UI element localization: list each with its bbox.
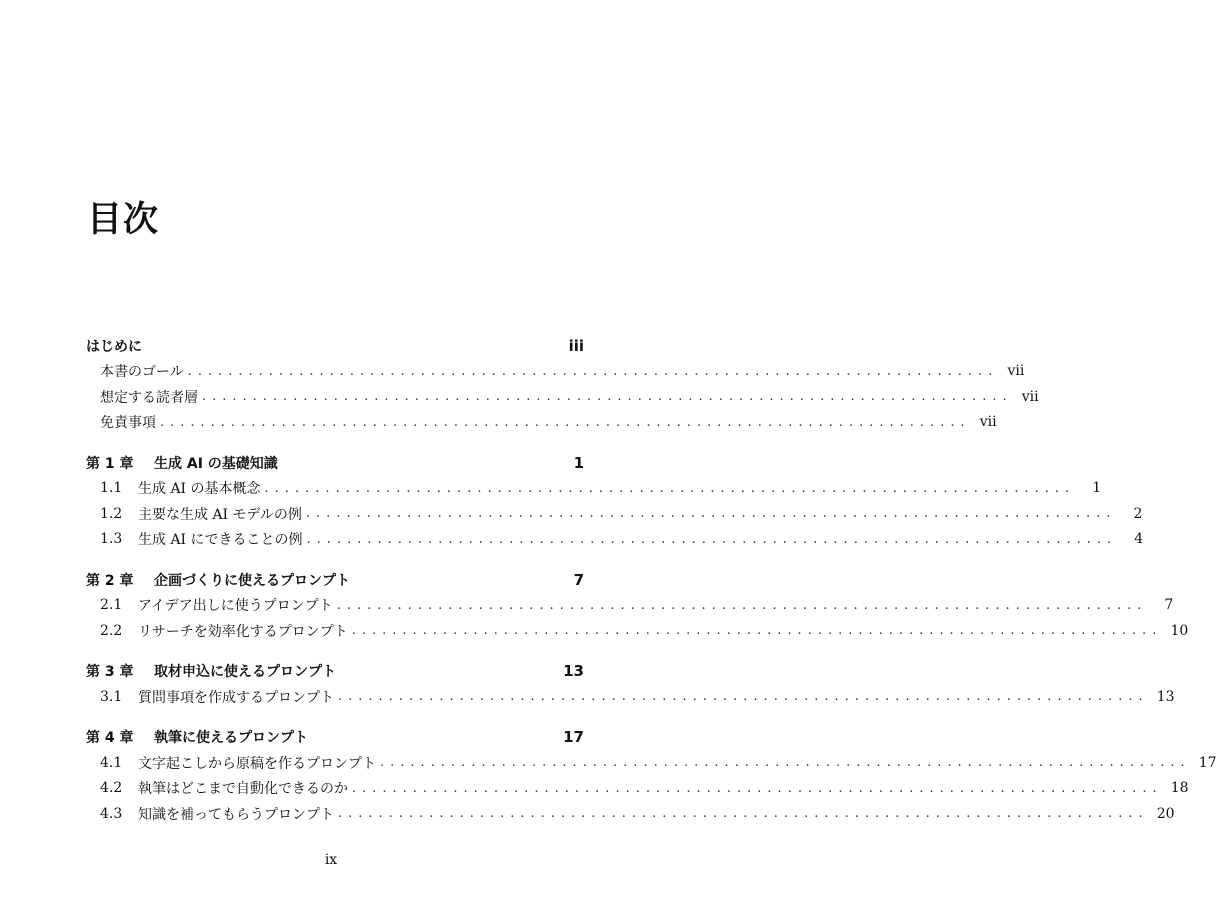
toc-page: vii — [979, 414, 997, 431]
toc-page: vii — [1007, 363, 1025, 380]
toc-label: 免責事項 — [100, 415, 156, 432]
toc-label: アイデア出しに使うプロンプト — [138, 598, 333, 615]
toc-label: 文字起こしから原稿を作るプロンプト — [138, 755, 376, 772]
toc-section-number: 3.1 — [100, 688, 123, 705]
toc-section-number: 4.3 — [100, 805, 123, 822]
toc-entry-row[interactable] — [86, 593, 1174, 619]
toc-chapter-number: 第 1 章 — [86, 455, 134, 472]
toc-label: 生成 AI の基本概念 — [138, 481, 261, 498]
toc-page: 10 — [1170, 622, 1189, 639]
toc-page: 13 — [563, 662, 584, 681]
dot-leader: ................................................................................ — [264, 480, 1076, 496]
page-number: ix — [324, 852, 338, 868]
toc-section-number: 1.3 — [100, 531, 123, 548]
toc-section-number: 2.2 — [100, 622, 123, 639]
toc-entry-row[interactable] — [86, 750, 1217, 776]
toc-page: 4 — [1134, 531, 1144, 548]
page-title: 目次 — [87, 200, 160, 240]
toc-page: 17 — [1198, 754, 1217, 771]
dot-leader: ................................................................................ — [336, 597, 1148, 613]
toc-section-number: 4.2 — [100, 780, 123, 797]
dot-leader: ................................................................................ — [380, 755, 1191, 771]
toc-chapter-row[interactable] — [86, 725, 584, 751]
table-of-contents — [86, 333, 1217, 827]
dot-leader: ................................................................................ — [338, 689, 1149, 705]
dot-leader: ................................................................................ — [352, 780, 1163, 796]
toc-label: 主要な生成 AI モデルの例 — [138, 506, 302, 523]
toc-chapter-number: 第 3 章 — [86, 664, 134, 681]
toc-entry-row[interactable] — [86, 501, 1143, 527]
toc-section-number: 4.1 — [100, 754, 123, 771]
toc-label: 想定する読者層 — [100, 389, 198, 406]
dot-leader: ................................................................................ — [160, 414, 971, 430]
toc-label: リサーチを効率化するプロンプト — [138, 623, 348, 640]
toc-label: 生成 AI にできることの例 — [138, 532, 303, 549]
toc-page: vii — [1021, 388, 1039, 405]
toc-page: 1 — [573, 453, 584, 472]
toc-chapter-number: 第 4 章 — [86, 730, 134, 747]
toc-entry-row[interactable] — [86, 618, 1189, 644]
toc-section-number: 1.1 — [100, 480, 123, 497]
dot-leader: ................................................................................ — [351, 623, 1163, 639]
toc-entry-row[interactable] — [86, 776, 1189, 802]
toc-entry-row[interactable] — [86, 527, 1144, 553]
toc-chapter-row[interactable] — [86, 659, 584, 685]
toc-section-number: 1.2 — [100, 505, 123, 522]
toc-chapter-row[interactable] — [86, 333, 584, 359]
toc-chapter-row[interactable] — [86, 567, 584, 593]
toc-chapter-row[interactable] — [86, 450, 584, 476]
toc-label: 生成 AI の基礎知識 — [154, 455, 278, 472]
toc-label: 執筆に使えるプロンプト — [154, 730, 308, 747]
toc-label: はじめに — [86, 338, 142, 355]
toc-entry-row[interactable] — [86, 359, 1025, 385]
toc-page: 17 — [563, 728, 584, 747]
toc-entry-row[interactable] — [86, 684, 1175, 710]
dot-leader: ................................................................................ — [202, 389, 1013, 405]
toc-label: 質問事項を作成するプロンプト — [138, 689, 334, 706]
toc-chapter-number: 第 2 章 — [86, 572, 134, 589]
toc-label: 本書のゴール — [100, 364, 184, 381]
toc-label: 執筆はどこまで自動化できるのか — [138, 781, 348, 798]
toc-entry-row[interactable] — [86, 384, 1039, 410]
toc-page: 1 — [1092, 480, 1102, 497]
dot-leader: ................................................................................ — [305, 506, 1117, 522]
toc-entry-row[interactable] — [86, 801, 1175, 827]
dot-leader: ................................................................................ — [338, 806, 1149, 822]
toc-section-number: 2.1 — [100, 597, 123, 614]
toc-label: 取材申込に使えるプロンプト — [154, 664, 336, 681]
toc-page: 7 — [1164, 597, 1174, 614]
toc-entry-row[interactable] — [86, 476, 1102, 502]
dot-leader: ................................................................................ — [306, 531, 1118, 547]
toc-label: 知識を補ってもらうプロンプト — [138, 806, 334, 823]
dot-leader: ................................................................................ — [187, 363, 999, 379]
toc-page: 7 — [573, 570, 584, 589]
toc-page: 2 — [1133, 505, 1143, 522]
toc-page: 20 — [1156, 805, 1175, 822]
toc-label: 企画づくりに使えるプロンプト — [154, 572, 350, 589]
toc-page: 13 — [1156, 688, 1175, 705]
toc-entry-row[interactable] — [86, 410, 997, 436]
toc-page: 18 — [1170, 780, 1189, 797]
toc-page: iii — [568, 336, 584, 355]
